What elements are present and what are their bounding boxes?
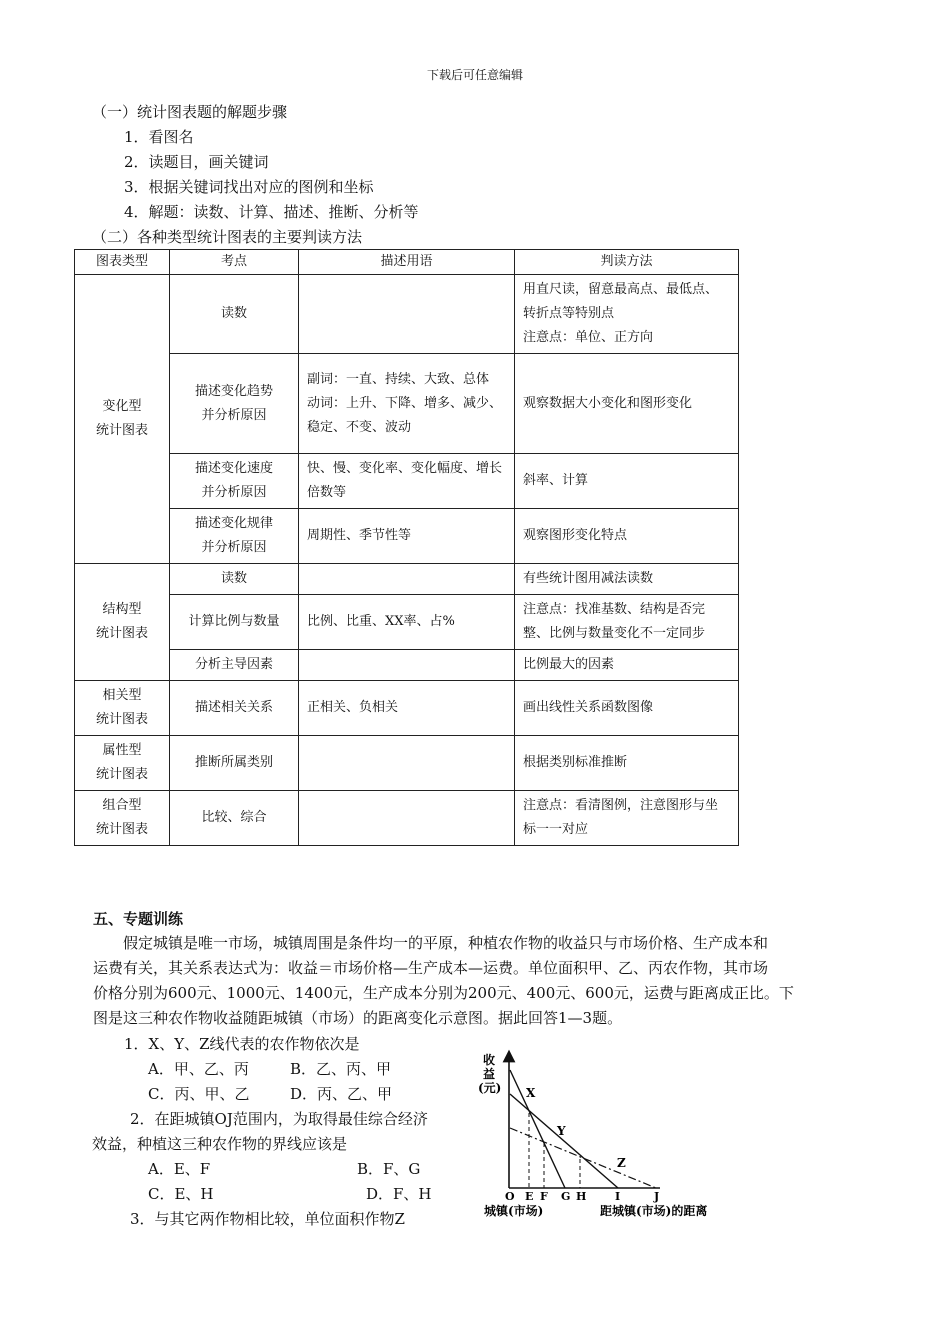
step-item: 4．解题：读数、计算、描述、推断、分析等 (124, 203, 419, 221)
topic-cell: 计算比例与数量 (170, 595, 299, 650)
chart-type-cell: 属性型 统计图表 (75, 736, 170, 791)
chart-type-cell: 相关型 统计图表 (75, 681, 170, 736)
series-label-x: X (526, 1086, 536, 1100)
tick-label: O (505, 1190, 515, 1203)
step-item: 2．读题目，画关键词 (124, 153, 269, 171)
wording-cell: 副词：一直、持续、大致、总体 动词：上升、下降、增多、减少、稳定、不变、波动 (299, 354, 515, 454)
y-label: 益 (483, 1067, 496, 1081)
wording-cell (299, 736, 515, 791)
page-header: 下载后可任意编辑 (426, 68, 523, 82)
methods-table (74, 249, 739, 846)
header-cell: 描述用语 (299, 250, 515, 275)
option-c: C．丙、甲、乙 (148, 1085, 250, 1103)
topic-cell: 描述变化趋势 并分析原因 (170, 354, 299, 454)
table-row (75, 275, 739, 354)
tick-label: J (654, 1190, 660, 1203)
method-cell: 比例最大的因素 (515, 650, 739, 681)
wording-cell (299, 650, 515, 681)
y-label: (元) (478, 1081, 502, 1095)
option-b: B．F、G (357, 1160, 421, 1178)
method-cell: 注意点：找准基数、结构是否完整、比例与数量变化不一定同步 (515, 595, 739, 650)
option-d: D．丙、乙、甲 (290, 1085, 393, 1103)
chart-type-cell: 结构型 统计图表 (75, 564, 170, 681)
option-a: A．甲、乙、丙 (148, 1060, 249, 1078)
question-2: 2．在距城镇OJ范围内，为取得最佳综合经济 (130, 1110, 428, 1128)
wording-cell: 快、慢、变化率、变化幅度、增长倍数等 (299, 454, 515, 509)
question-2-cont: 效益，种植这三种农作物的界线应该是 (92, 1135, 348, 1153)
tick-label: F (540, 1190, 548, 1203)
question-3: 3．与其它两作物相比较，单位面积作物Z (130, 1210, 405, 1228)
table-row (75, 509, 739, 564)
tick-label: H (576, 1190, 587, 1203)
chart-type-cell (75, 275, 170, 564)
series-label-z: Z (617, 1156, 626, 1170)
header-cell: 图表类型 (75, 250, 170, 275)
wording-cell: 周期性、季节性等 (299, 509, 515, 564)
intro-line: 运费有关，其关系表达式为：收益＝市场价格—生产成本—运费。单位面积甲、乙、丙农作物，其市场 (93, 959, 769, 977)
intro-line: 假定城镇是唯一市场，城镇周围是条件均一的平原，种植农作物的收益只与市场价格、生产成本和 (123, 934, 769, 952)
table-row (75, 736, 739, 791)
topic-cell: 推断所属类别 (170, 736, 299, 791)
section-title: 五、专题训练 (93, 910, 184, 928)
topic-cell: 分析主导因素 (170, 650, 299, 681)
series-label-y: Y (557, 1124, 566, 1138)
x-label-left: 城镇(市场) (484, 1204, 544, 1218)
topic-cell: 读数 (170, 275, 299, 354)
methods-title: （二）各种类型统计图表的主要判读方法 (92, 228, 363, 246)
topic-cell: 读数 (170, 564, 299, 595)
steps-title: （一）统计图表题的解题步骤 (92, 103, 288, 121)
table-row (75, 681, 739, 736)
header-cell: 考点 (170, 250, 299, 275)
table-row (75, 595, 739, 650)
method-cell: 斜率、计算 (515, 454, 739, 509)
wording-cell (299, 275, 515, 354)
step-item: 3．根据关键词找出对应的图例和坐标 (124, 178, 374, 196)
table-header-row (75, 250, 739, 275)
chart-type-label: 变化型 统计图表 (95, 399, 148, 438)
step-item: 1．看图名 (124, 128, 194, 146)
method-cell: 根据类别标准推断 (515, 736, 739, 791)
option-c: C．E、H (148, 1185, 214, 1203)
option-d: D．F、H (366, 1185, 432, 1203)
y-label: 收 (483, 1053, 496, 1067)
table-row (75, 454, 739, 509)
table-row (75, 564, 739, 595)
tick-label: E (525, 1190, 534, 1203)
method-cell: 注意点：看清图例，注意图形与坐标一一对应 (515, 791, 739, 846)
line-y (510, 1094, 618, 1188)
method-cell: 用直尺读，留意最高点、最低点、转折点等特别点 注意点：单位、正方向 (515, 275, 739, 354)
tick-label: I (615, 1190, 621, 1203)
wording-cell (299, 791, 515, 846)
intro-line: 图是这三种农作物收益随距城镇（市场）的距离变化示意图。据此回答1—3题。 (93, 1009, 623, 1027)
method-cell: 有些统计图用减法读数 (515, 564, 739, 595)
question-1: 1．X、Y、Z线代表的农作物依次是 (124, 1035, 360, 1053)
table-row (75, 650, 739, 681)
topic-cell: 比较、综合 (170, 791, 299, 846)
header-cell: 判读方法 (515, 250, 739, 275)
chart-type-cell: 组合型 统计图表 (75, 791, 170, 846)
x-label-right: 距城镇(市场)的距离 (600, 1204, 708, 1218)
topic-cell: 描述相关关系 (170, 681, 299, 736)
option-a: A．E、F (148, 1160, 211, 1178)
topic-cell: 描述变化速度 并分析原因 (170, 454, 299, 509)
intro-line: 价格分别为600元、1000元、1400元，生产成本分别为200元、400元、600元，运费与距离成正比。下 (93, 984, 794, 1002)
tick-label: G (561, 1190, 571, 1203)
table-row (75, 354, 739, 454)
method-cell: 画出线性关系函数图像 (515, 681, 739, 736)
wording-cell (299, 564, 515, 595)
method-cell: 观察图形变化特点 (515, 509, 739, 564)
topic-cell: 描述变化规律 并分析原因 (170, 509, 299, 564)
option-b: B．乙、丙、甲 (290, 1060, 392, 1078)
income-distance-diagram (470, 1048, 745, 1228)
wording-cell: 比例、比重、XX率、占% (299, 595, 515, 650)
table-row (75, 791, 739, 846)
wording-cell: 正相关、负相关 (299, 681, 515, 736)
method-cell: 观察数据大小变化和图形变化 (515, 354, 739, 454)
